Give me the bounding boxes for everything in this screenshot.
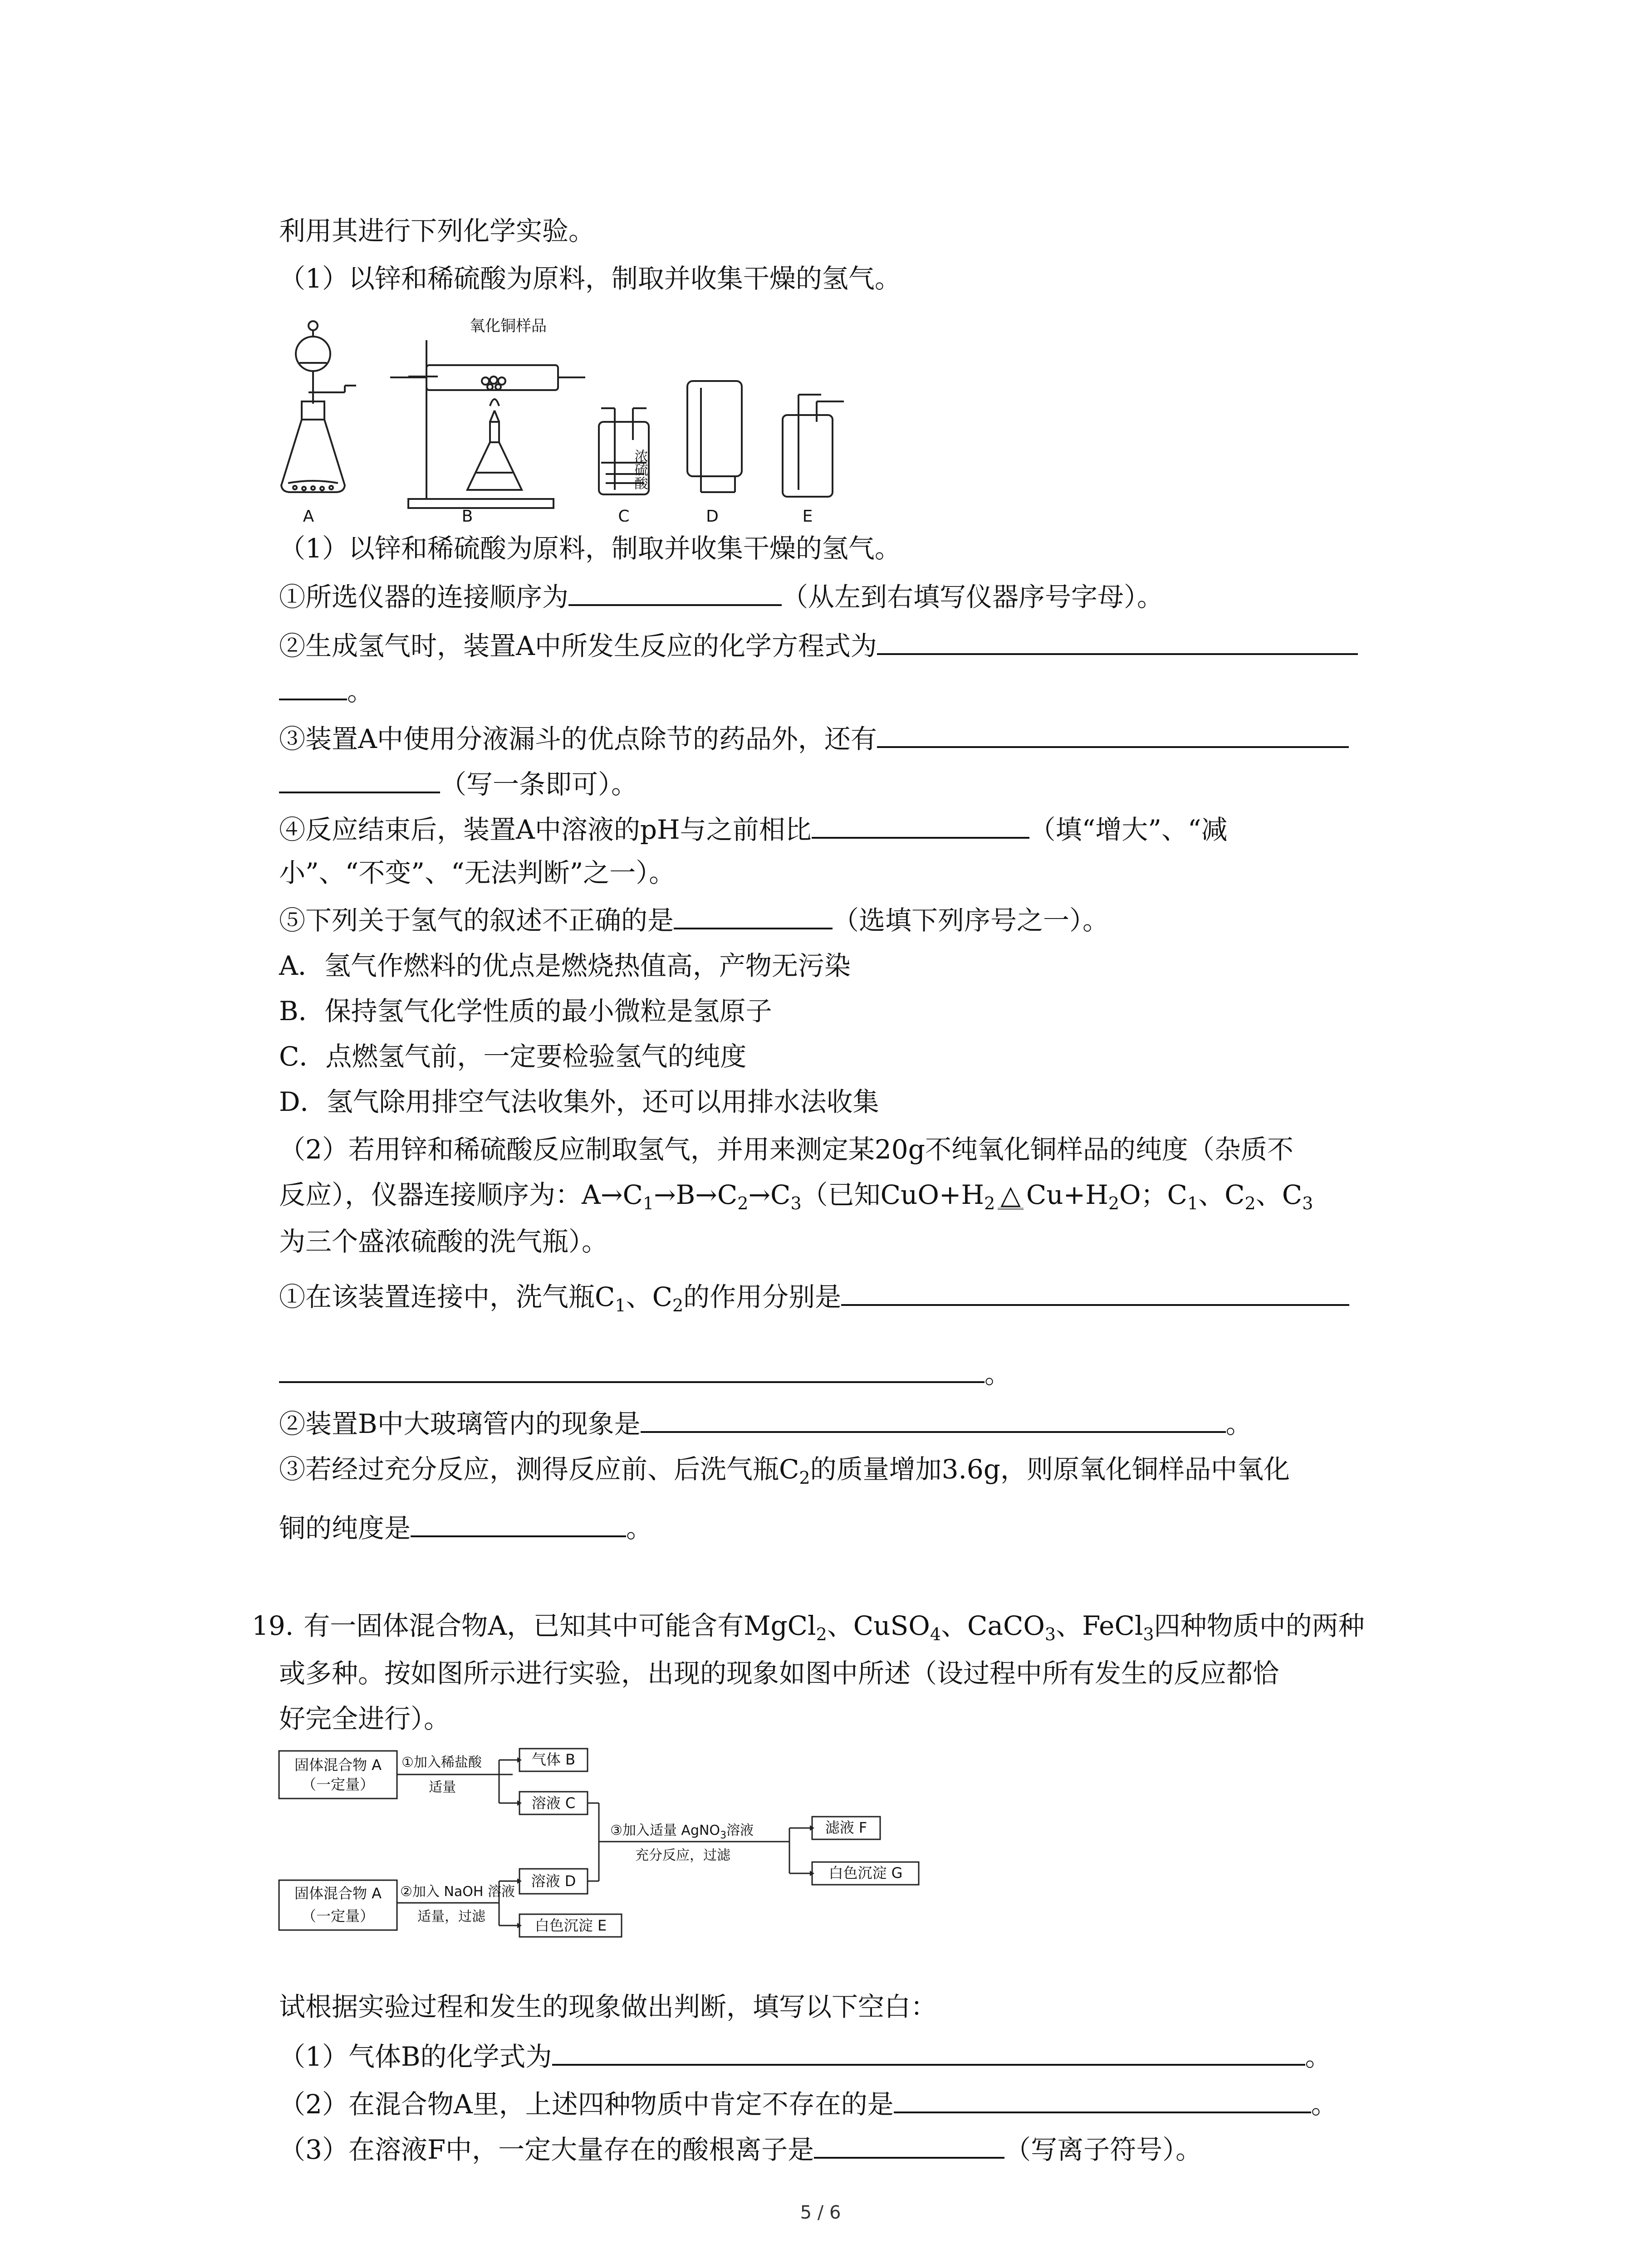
answer-blank[interactable]: [568, 582, 782, 606]
question-number: 19.: [252, 1610, 294, 1641]
question-1-5: [279, 905, 1109, 934]
part2-line2: 反应），仪器连接顺序为：$A\to C_1\to B\to C_2\to C_3$（已知$CuO+H_2$ △ $Cu+H_2O$；$C_1$、$C_2$、$C_3$: [279, 1179, 1313, 1213]
question-19-line2: 或多种。按如图所示进行实验，出现的现象如图中所述（设过程中所有发生的反应都恰: [279, 1658, 1279, 1689]
label-b: B: [461, 507, 473, 522]
step2-label: ②加入 NaOH 溶液: [400, 1884, 515, 1900]
q1-4-after: （填“增大”、“减: [1029, 814, 1228, 845]
ppt-e-label: 白色沉淀 E: [534, 1917, 607, 1934]
a1-label: 固体混合物 A: [294, 1756, 382, 1774]
answer-blank-cont[interactable]: [279, 769, 440, 793]
apparatus-e-icon: [783, 395, 844, 497]
answer-blank[interactable]: [411, 1513, 626, 1537]
question-1-2: [279, 631, 1358, 659]
part2-line1: （2）若用锌和稀硫酸反应制取氢气，并用来测定某20g不纯氧化铜样品的纯度（杂质不: [279, 1134, 1293, 1165]
sol-c-label: 溶液 C: [531, 1794, 576, 1812]
step2-sub: 适量，过滤: [417, 1909, 485, 1925]
answer-blank[interactable]: [812, 814, 1029, 839]
label-e: E: [802, 507, 813, 522]
answer-blank-cont[interactable]: [279, 1359, 985, 1383]
step3-label: ③加入适量 AgNO$_3$溶液: [610, 1823, 754, 1841]
question-2-1-cont: 。: [279, 1359, 1011, 1387]
q1-1-text: ①所选仪器的连接顺序为: [279, 582, 569, 612]
gas-b-label: 气体 B: [531, 1751, 576, 1768]
apparatus-a-icon: [281, 321, 356, 492]
flow-chart: [277, 1742, 966, 1978]
question-1-2-cont: [279, 676, 374, 707]
step3-sub: 充分反应，过滤: [635, 1848, 730, 1863]
answer-blank[interactable]: [877, 723, 1349, 748]
answer-blank[interactable]: [877, 631, 1358, 655]
a2-label: 固体混合物 A: [294, 1885, 382, 1902]
question-19-3: （3）在溶液F中，一定大量存在的酸根离子是 （写离子符号）。: [279, 2134, 1202, 2165]
question-1-4: [279, 814, 1228, 843]
q1-2-text: ②生成氢气时，装置A中所发生反应的化学方程式为: [279, 631, 877, 661]
intro-text: 利用其进行下列化学实验。: [279, 215, 595, 246]
step1-label: ①加入稀盐酸: [402, 1755, 482, 1770]
label-d: D: [706, 507, 719, 522]
ppt-g-label: 白色沉淀 G: [828, 1864, 903, 1882]
step1-sub: 适量: [429, 1779, 456, 1795]
question-1-4-line2: 小”、“不变”、“无法判断”之一）。: [279, 857, 676, 888]
label-c: C: [618, 507, 630, 522]
question-2-3: ③若经过充分反应，测得反应前、后洗气瓶$C_2$的质量增加3.6g，则原氧化铜样品中氧化: [279, 1454, 1290, 1488]
question-19: 19. 有一固体混合物A，已知其中可能含有MgCl$_2$、CuSO$_4$、CaCO$_3$、FeCl$_3$四种物质中的两种: [252, 1610, 1365, 1644]
question-19-line3: 好完全进行）。: [279, 1703, 451, 1734]
question-19-2: （2）在混合物A里，上述四种物质中肯定不存在的是 。: [279, 2089, 1337, 2120]
q1-3-after: （写一条即可）。: [440, 769, 638, 800]
answer-blank-cont[interactable]: [279, 676, 347, 700]
question-2-2: ②装置B中大玻璃管内的现象是 。: [279, 1408, 1252, 1439]
part2-line3: 为三个盛浓硫酸的洗气瓶）。: [279, 1226, 608, 1257]
q1-1-after: （从左到右填写仪器序号字母）。: [782, 582, 1164, 612]
option-d: D．氢气除用排空气法收集外，还可以用排水法收集: [279, 1086, 879, 1117]
sol-d-label: 溶液 D: [531, 1872, 576, 1890]
a1-sub: （一定量）: [301, 1776, 375, 1793]
heat-symbol: △: [998, 1182, 1024, 1210]
filtrate-f-label: 滤液 F: [825, 1819, 867, 1836]
question-19-intro: 试根据实验过程和发生的现象做出判断，填写以下空白：: [279, 1991, 937, 2022]
answer-blank[interactable]: [841, 1281, 1349, 1306]
label-a: A: [303, 507, 314, 522]
label-acid: 浓硫酸: [632, 449, 648, 490]
apparatus-b-icon: [390, 340, 585, 508]
option-c: C．点燃氢气前，一定要检验氢气的纯度: [279, 1041, 747, 1072]
a2-sub: （一定量）: [301, 1907, 375, 1925]
q1-5-text: ⑤下列关于氢气的叙述不正确的是: [279, 905, 674, 936]
q1-5-after: （选填下列序号之一）。: [833, 905, 1109, 936]
part1-title-repeat: （1）以锌和稀硫酸为原料，制取并收集干燥的氢气。: [279, 533, 901, 564]
q1-4-text: ④反应结束后，装置A中溶液的pH与之前相比: [279, 814, 812, 845]
apparatus-figure: [277, 313, 966, 522]
question-1-1: [279, 582, 1163, 610]
question-1-3: [279, 723, 1349, 752]
part1-title: （1）以锌和稀硫酸为原料，制取并收集干燥的氢气。: [279, 263, 901, 294]
page-number: 5 / 6: [800, 2202, 841, 2223]
label-sample: 氧化铜样品: [470, 317, 547, 335]
answer-blank[interactable]: [641, 1408, 1226, 1433]
question-1-3-cont: [279, 769, 638, 800]
option-b: B．保持氢气化学性质的最小微粒是氢原子: [279, 996, 772, 1026]
question-2-1: ①在该装置连接中，洗气瓶$C_1$、$C_2$的作用分别是: [279, 1281, 1349, 1310]
answer-blank[interactable]: [674, 905, 833, 929]
apparatus-d-icon: [687, 381, 742, 492]
question-2-3-line2: 铜的纯度是 。: [279, 1513, 653, 1544]
q1-2-end: 。: [347, 676, 374, 707]
option-a: A．氢气作燃料的优点是燃烧热值高，产物无污染: [279, 950, 851, 981]
answer-blank[interactable]: [894, 2089, 1311, 2113]
answer-blank[interactable]: [814, 2134, 1004, 2159]
question-19-1: （1）气体B的化学式为 。: [279, 2041, 1332, 2072]
answer-blank[interactable]: [552, 2041, 1305, 2066]
q1-3-text: ③装置A中使用分液漏斗的优点除节的药品外，还有: [279, 723, 877, 754]
